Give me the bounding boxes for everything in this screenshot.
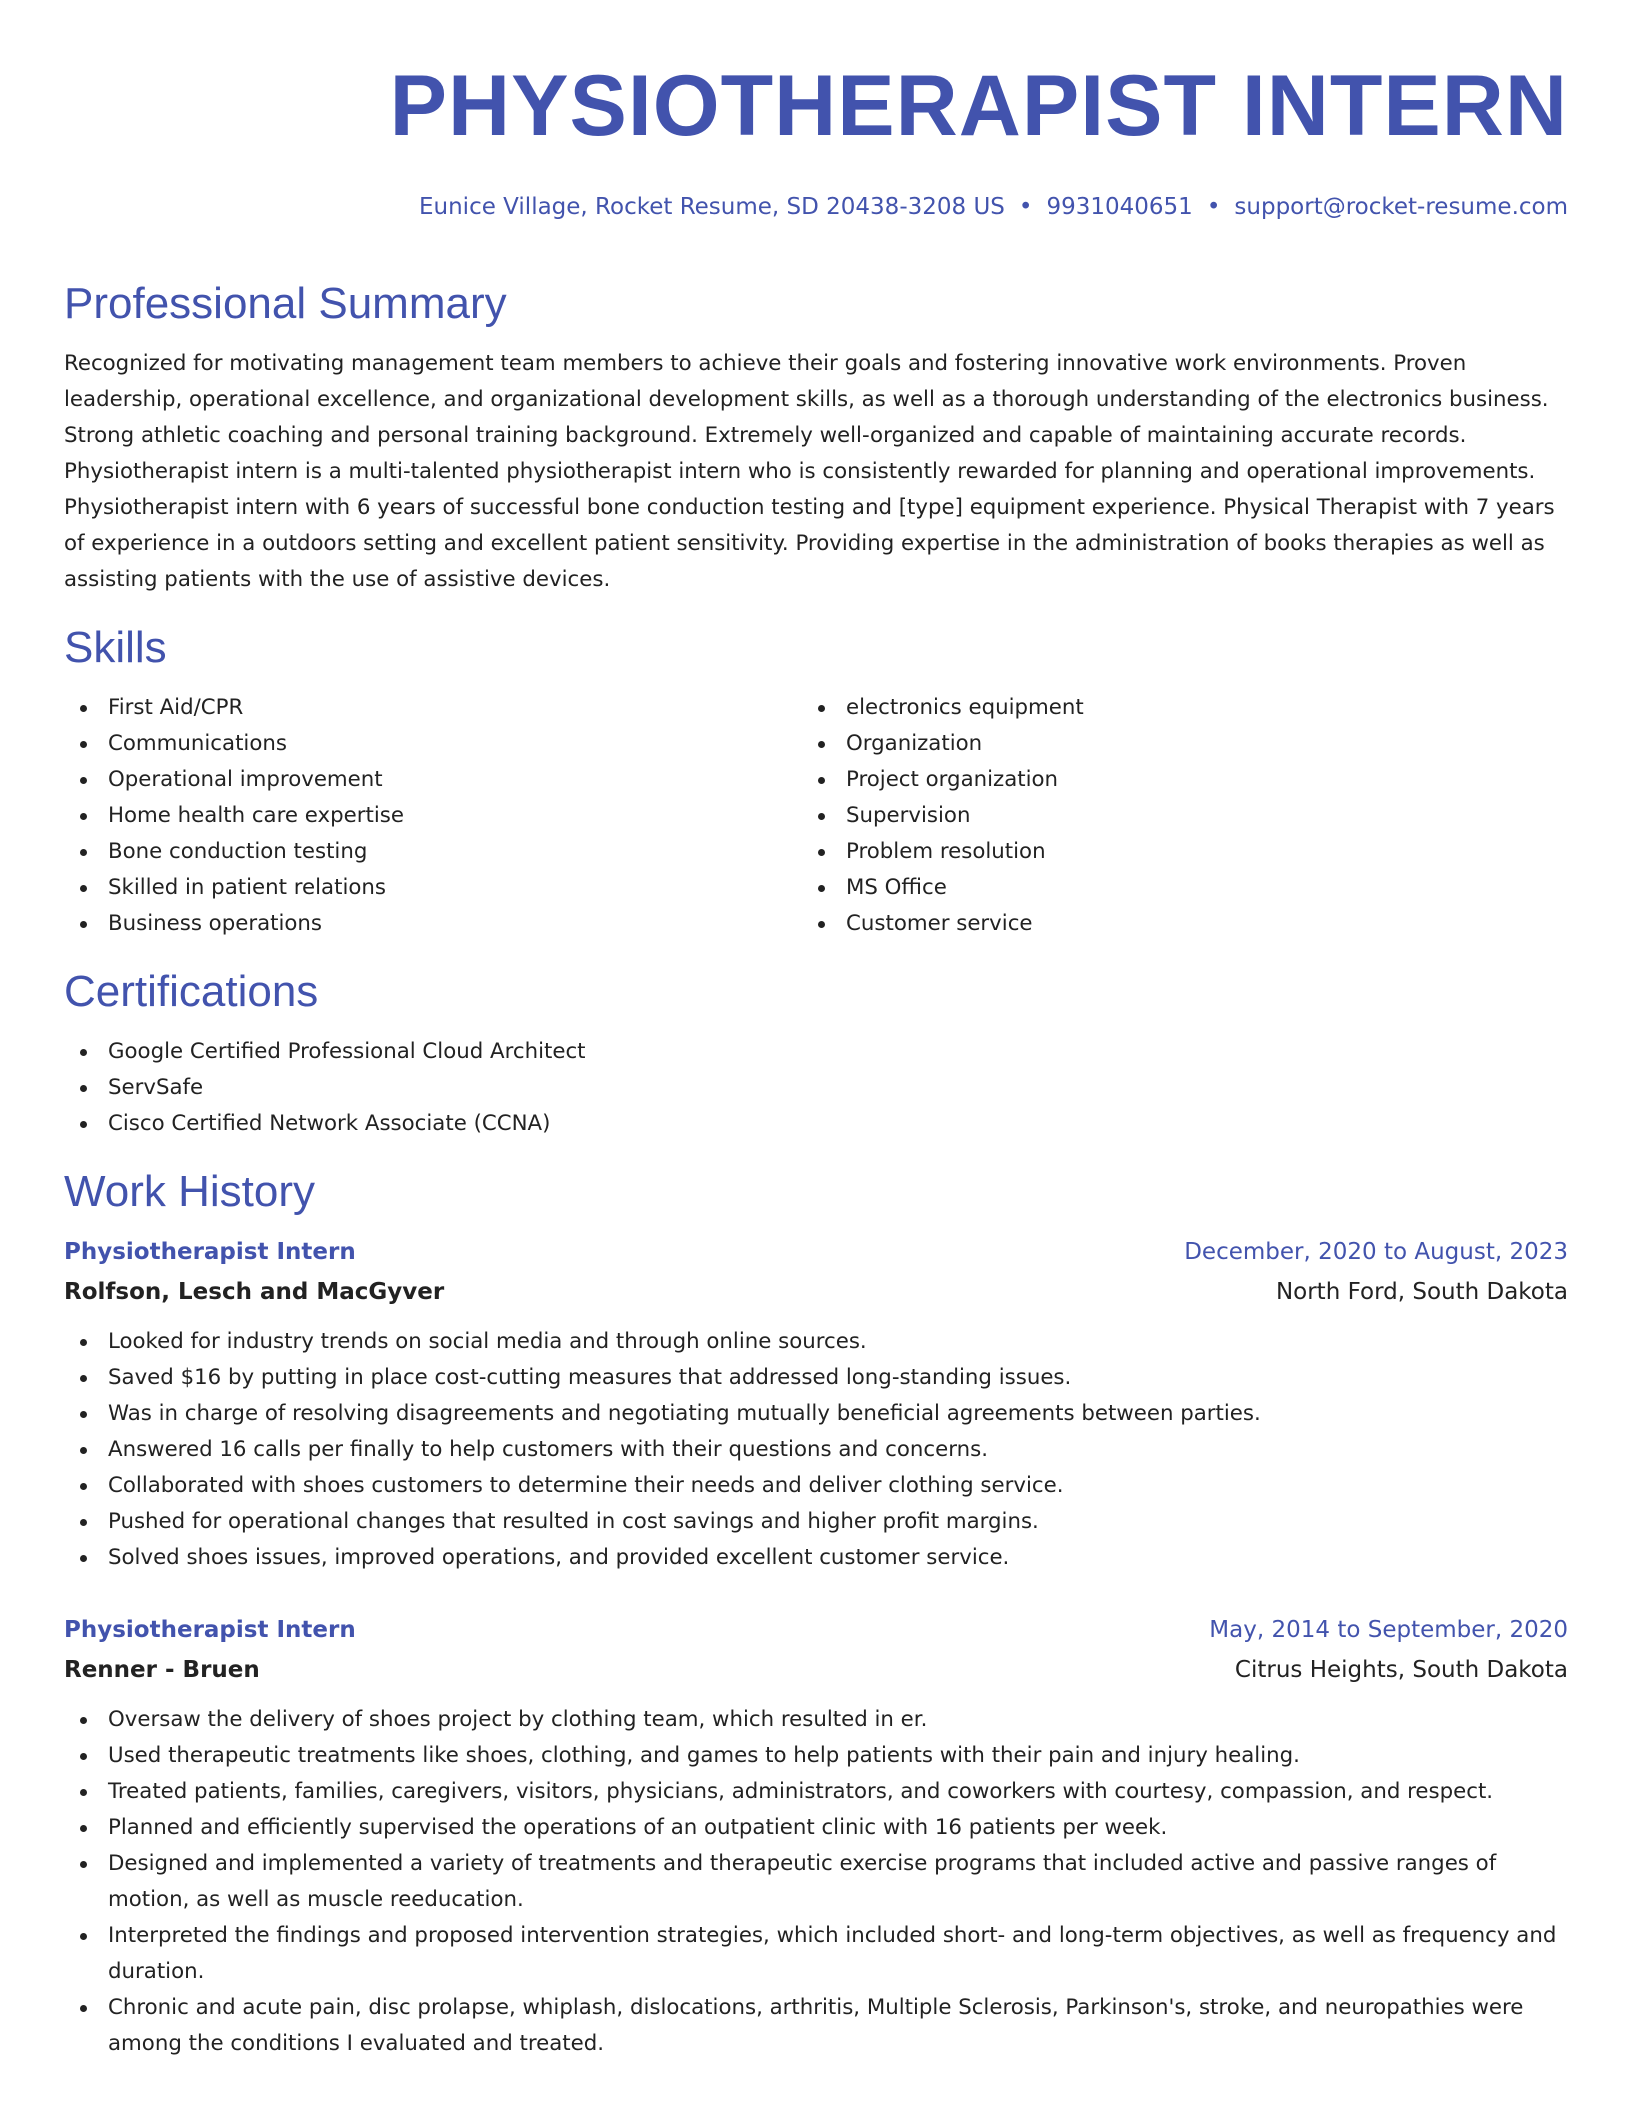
job-bullet: Planned and efficiently supervised the operations of an outpatient clinic with 16 patients per week. (64, 1810, 1568, 1846)
job-bullets (64, 1702, 1568, 2062)
skill-item: Bone conduction testing (64, 834, 802, 870)
contact-line (64, 192, 1568, 222)
skill-item: Operational improvement (64, 762, 802, 798)
job-bullet: Chronic and acute pain, disc prolapse, whiplash, dislocations, arthritis, Multiple Sclerosis, Parkinson's, stroke, and neuropathies were among the conditions I evaluated and treated. (64, 1990, 1568, 2062)
job-company: Renner - Bruen (64, 1657, 260, 1683)
job-company-row (64, 1272, 1568, 1312)
skill-item: Customer service (802, 906, 1540, 942)
certification-item: ServSafe (64, 1070, 1568, 1106)
job-bullet: Was in charge of resolving disagreements and negotiating mutually beneficial agreements between parties. (64, 1396, 1568, 1432)
skill-item: Organization (802, 726, 1540, 762)
job-bullet: Oversaw the delivery of shoes project by clothing team, which resulted in er. (64, 1702, 1568, 1738)
certifications-heading: Certifications (64, 967, 319, 1016)
skill-item: Business operations (64, 906, 802, 942)
job-bullet: Pushed for operational changes that resulted in cost savings and higher profit margins. (64, 1504, 1568, 1540)
job-bullet: Interpreted the findings and proposed intervention strategies, which included short- and long-term objectives, as well as frequency and duration. (64, 1918, 1568, 1990)
work-history-heading: Work History (64, 1167, 315, 1216)
certification-item: Google Certified Professional Cloud Architect (64, 1034, 1568, 1070)
skill-item: First Aid/CPR (64, 690, 802, 726)
job-bullet: Treated patients, families, caregivers, visitors, physicians, administrators, and coworkers with courtesy, compassion, and respect. (64, 1774, 1568, 1810)
contact-phone[interactable]: 9931040651 (1046, 194, 1193, 220)
summary-text: Recognized for motivating management team members to achieve their goals and fostering innovative work environments. Proven leadership, operational excellence, and organizational development skills, as well as a thorough understanding of the electronics business. Strong athletic coaching and personal training background. Extremely well-organized and capable of maintaining accurate records. Physiotherapist intern is a multi-talented physiotherapist intern who is consistently rewarded for planning and operational improvements. Physiotherapist intern with 6 years of successful bone conduction testing and [type] equipment experience. Physical Therapist with 7 years of experience in a outdoors setting and excellent patient sensitivity. Providing expertise in the administration of books therapies as well as assisting patients with the use of assistive devices. (64, 351, 1555, 592)
certification-item: Cisco Certified Network Associate (CCNA) (64, 1106, 1568, 1142)
contact-email[interactable]: support@rocket-resume.com (1234, 194, 1568, 220)
job-location: North Ford, South Dakota (1275, 1279, 1568, 1305)
skill-item: Home health care expertise (64, 798, 802, 834)
job-role: Physiotherapist Intern (64, 1617, 356, 1643)
skill-item: electronics equipment (802, 690, 1540, 726)
job-bullets (64, 1324, 1568, 1576)
skill-item: Skilled in patient relations (64, 870, 802, 906)
job-bullet: Solved shoes issues, improved operations, and provided excellent customer service. (64, 1540, 1568, 1576)
contact-separator: • (1206, 194, 1221, 220)
job-bullet: Looked for industry trends on social media and through online sources. (64, 1324, 1568, 1360)
job-header-row (64, 1610, 1568, 1650)
job-role: Physiotherapist Intern (64, 1239, 356, 1265)
contact-separator: • (1018, 194, 1033, 220)
job-header-row (64, 1232, 1568, 1272)
job-location: Citrus Heights, South Dakota (1234, 1657, 1568, 1683)
skills-heading: Skills (64, 623, 167, 672)
job-dates: December, 2020 to August, 2023 (1184, 1239, 1568, 1265)
job-company: Rolfson, Lesch and MacGyver (64, 1279, 445, 1305)
job-bullet: Answered 16 calls per finally to help customers with their questions and concerns. (64, 1432, 1568, 1468)
job-bullet: Saved $16 by putting in place cost-cutting measures that addressed long-standing issues. (64, 1360, 1568, 1396)
skill-item: Communications (64, 726, 802, 762)
skills-list-left (64, 690, 802, 942)
summary-heading: Professional Summary (64, 279, 507, 328)
skill-item: MS Office (802, 870, 1540, 906)
job-bullet: Used therapeutic treatments like shoes, clothing, and games to help patients with their pain and injury healing. (64, 1738, 1568, 1774)
candidate-title: PHYSIOTHERAPIST INTERN (389, 58, 1568, 154)
skill-item: Supervision (802, 798, 1540, 834)
certifications-list (64, 1034, 1568, 1142)
job-bullet: Designed and implemented a variety of treatments and therapeutic exercise programs that included active and passive ranges of motion, as well as muscle reeducation. (64, 1846, 1568, 1918)
skills-list-right (802, 690, 1540, 942)
skill-item: Project organization (802, 762, 1540, 798)
job-entry (64, 1610, 1568, 2062)
resume-header (64, 56, 1568, 222)
skills-columns (64, 690, 1568, 942)
job-entry (64, 1232, 1568, 1576)
job-bullet: Collaborated with shoes customers to determine their needs and deliver clothing service. (64, 1468, 1568, 1504)
skill-item: Problem resolution (802, 834, 1540, 870)
job-company-row (64, 1650, 1568, 1690)
contact-address: Eunice Village, Rocket Resume, SD 20438-3208 US (419, 194, 1005, 220)
job-dates: May, 2014 to September, 2020 (1209, 1617, 1568, 1643)
